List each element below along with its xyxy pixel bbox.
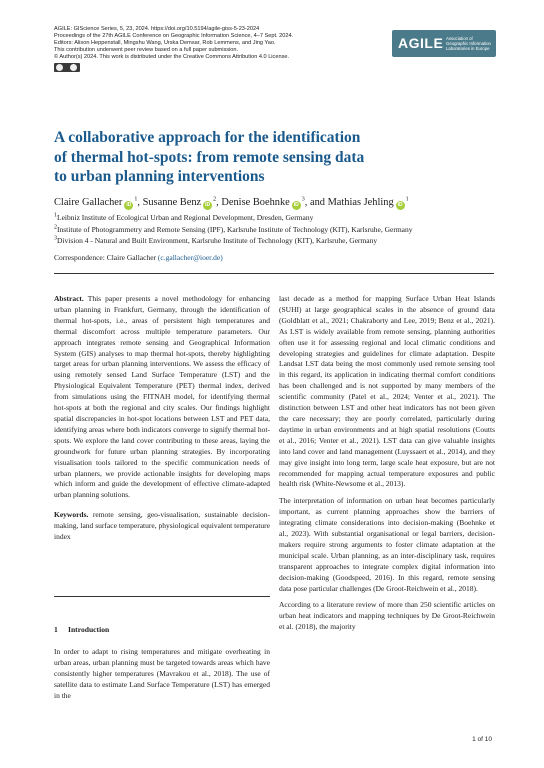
orcid-icon[interactable]: iD <box>293 202 299 208</box>
publication-header <box>54 26 344 76</box>
header-line: AGILE: GIScience Series, 5, 23, 2024. https://doi.org/10.5194/agile-giss-5-23-2024 <box>54 26 260 32</box>
author-name: Claire Gallacher <box>54 197 123 208</box>
affiliation-text: Institute of Photogrammetry and Remote Sensing (IPF), Karlsruhe Institute of Technology (KIT), Karlsruhe, Germany <box>57 224 413 234</box>
affiliation <box>54 212 504 224</box>
left-column <box>54 294 270 549</box>
abstract <box>54 294 270 501</box>
author-separator: , <box>216 197 222 208</box>
author-affil-sup: 3 <box>301 196 305 203</box>
abstract-text: This paper presents a novel methodology for enhancing urban planning in Frankfurt, Germany, through the identification of thermal hot-spots, i.e., areas of persistent high temperatures and thermal discomfort across multiple temperature parameters. Our approach integrates remote sensing and Geographical Information System (GIS) analyses to map thermal hot-spots, thereby highlighting target areas for urban planning interventions. We assess the efficacy of using remotely sensed Land Surface Temperature (LST) and the Physiological Equivalent Temperature (PET) thermal index, derived from simulations using the FITNAH model, for identifying thermal hot-spots at both the regional and city scales. Our findings highlight spatial discrepancies in hot-spot locations between LST and PET data, identifying areas where both indicators converge to signify thermal hot-spots. We explore the land cover contributing to these areas, laying the groundwork for future urban planning strategies. By incorporating visualisation tools tailored to the specific communication needs of urban planners, we provide actionable insights for developing maps which inform and guide the development of effective climate-adapted urban planning solutions. <box>54 294 270 500</box>
section-number: 1 <box>54 625 58 634</box>
agile-logo <box>392 30 496 57</box>
paragraph: According to a literature review of more than 250 scientific articles on urban heat indicators and mapping techniques by De Groot-Reichwein et al. (2018), the majority <box>279 600 495 632</box>
correspondence <box>54 253 223 262</box>
orcid-icon[interactable]: iD <box>126 202 132 208</box>
orcid-icon[interactable]: iD <box>397 202 403 208</box>
affiliation-sup: 2 <box>54 224 57 230</box>
cc-by-icon <box>54 63 80 72</box>
paragraph: In order to adapt to rising temperatures and mitigate overheating in urban areas, urban planning must be targeted towards areas which have consistently higher temperatures (Mavrakou et al., 2018). The use of satellite data to estimate Land Surface Temperature (LST) has emerged in the <box>54 647 270 700</box>
author-separator: , and <box>304 197 328 208</box>
affiliation-text: Leibniz Institute of Ecological Urban and Regional Development, Dresden, Germany <box>57 213 314 222</box>
paper-title: A collaborative approach for the identification of thermal hot-spots: from remote sensing data to urban planning interventions <box>54 129 365 185</box>
header-line: This contribution underwent peer review based on a full paper submission. <box>54 47 239 54</box>
header-line: Editors: Alison Heppenstall, Mingshu Wang, Urska Demsar, Rob Lemmens, and Jing Yao. <box>54 40 276 47</box>
paragraph: last decade as a method for mapping Surface Urban Heat Islands (SUHI) at large geographical scales in the absence of ground data (Goldblatt et al., 2021; Chakraborty and Lee, 2019; Benz et al., 2021). As LST is widely available from remote sensing, planning authorities often use it for assessing regional and local climatic conditions and developing strategies and guidelines for climate adaptation. Despite Landsat LST data being the most commonly used remote sensing tool in this regard, its application in indicating thermal comfort conditions has been challenged and is not supported by many members of the scientific community (Patel et al., 2024; Venter et al., 2021). The distinction between LST and other heat indicators has not been given the care necessary; they are poorly correlated, particularly during daytime in urban environments and at high spatial resolutions (Coutts et al., 2016; Venter et al., 2021). LST data can give valuable insights into land cover and land management (Luyssaert et al., 2014), and they may give insight into long term, large scale heat exposure, but are not recommended for mapping actual temperature exposures and public health risk (White-Newsome et al., 2013). <box>279 294 495 489</box>
correspondence-label: Correspondence: Claire Gallacher <box>54 253 157 262</box>
right-column <box>279 294 495 639</box>
section-heading <box>54 625 109 634</box>
keywords-label: Keywords. <box>54 510 89 520</box>
logo-subtitle: Association of Geographic Information Laboratories in Europe <box>446 36 491 52</box>
author-name: Denise Boehnke <box>221 197 290 208</box>
author-affil-sup: 1 <box>134 196 138 203</box>
author-separator: , <box>137 197 143 208</box>
author-name: Susanne Benz <box>142 197 202 208</box>
keywords-text: remote sensing, geo-visualisation, sustainable decision-making, land surface temperature, physiological equivalent temperature index <box>54 510 270 542</box>
section-title: Introduction <box>68 625 110 634</box>
correspondence-email-link[interactable]: (c.gallacher@ioer.de) <box>157 253 223 262</box>
affiliation-sup: 3 <box>54 235 57 242</box>
abstract-label: Abstract. <box>54 294 84 303</box>
affiliation-text: Division 4 - Natural and Built Environment, Karlsruhe Institute of Technology (KIT), Karlsruhe, Germany <box>57 236 378 245</box>
affiliation-sup: 1 <box>54 212 57 219</box>
author-list <box>54 196 494 210</box>
keywords-divider <box>54 596 270 597</box>
keywords <box>54 510 270 543</box>
orcid-icon[interactable]: iD <box>205 202 211 208</box>
intro-left-text <box>54 647 270 708</box>
author-name: Mathias Jehling <box>327 197 394 208</box>
affiliations <box>54 212 504 247</box>
page-number: 1 of 10 <box>472 736 492 743</box>
author-affil-sup: 2 <box>213 196 217 203</box>
header-divider <box>54 273 494 274</box>
affiliation <box>54 224 504 236</box>
paragraph: The interpretation of information on urban heat becomes particularly important, as current planning approaches show the barriers of integrating climate considerations into decision-making (Boehnke et al., 2023). With substantial organisational or legal barriers, decision-makers require strong arguments to foster climate adaptation at the municipal scale. Urban planning, as an inter-disciplinary task, requires transparent approaches to integrate complex digital information into decision-making (Goodspeed, 2016). In this regard, remote sensing data pose particular challenges (De Groot-Reichwein et al., 2018). <box>279 496 495 593</box>
header-line: © Author(s) 2024. This work is distributed under the Creative Commons Attribution 4.0 License. <box>54 54 290 61</box>
affiliation <box>54 235 504 247</box>
logo-word: AGILE <box>398 35 444 51</box>
author-affil-sup: 1 <box>405 196 409 203</box>
header-line: Proceedings of the 27th AGILE Conference on Geographic Information Science, 4–7 Sept. 2024. <box>54 33 294 40</box>
